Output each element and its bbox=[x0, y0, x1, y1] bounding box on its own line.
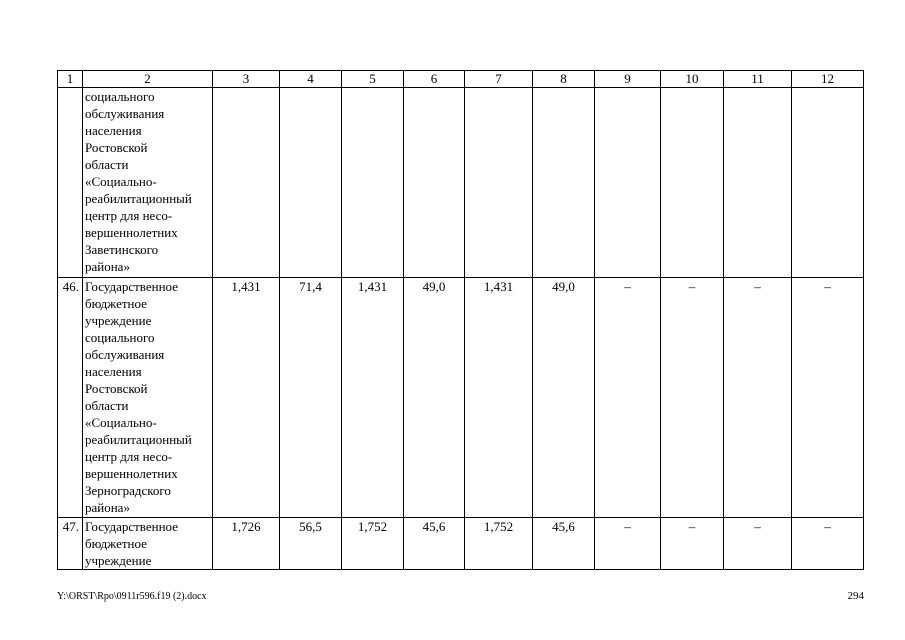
row-value bbox=[465, 88, 533, 278]
column-header: 12 bbox=[792, 71, 864, 88]
row-value: – bbox=[595, 518, 661, 570]
column-header: 9 bbox=[595, 71, 661, 88]
column-header: 6 bbox=[404, 71, 465, 88]
row-name: социального обслуживания населения Ростовской области «Социально- реабилитационный центр для несо- вершеннолетних Заветинского района» bbox=[83, 88, 213, 278]
page-number: 294 bbox=[847, 590, 864, 602]
row-value: 56,5 bbox=[280, 518, 342, 570]
row-value: – bbox=[792, 518, 864, 570]
row-value: 45,6 bbox=[404, 518, 465, 570]
row-value: – bbox=[724, 278, 792, 518]
column-header: 7 bbox=[465, 71, 533, 88]
data-table bbox=[57, 70, 864, 570]
row-value bbox=[213, 88, 280, 278]
row-value: 49,0 bbox=[533, 278, 595, 518]
row-value bbox=[792, 88, 864, 278]
row-value: 71,4 bbox=[280, 278, 342, 518]
column-header: 4 bbox=[280, 71, 342, 88]
row-value bbox=[595, 88, 661, 278]
row-value: – bbox=[661, 278, 724, 518]
row-value bbox=[533, 88, 595, 278]
row-value: 1,431 bbox=[213, 278, 280, 518]
row-name: Государственное бюджетное учреждение социального обслуживания населения Ростовской области «Социально- реабилитационный центр для несо- вершеннолетних Зерноградского района» bbox=[83, 278, 213, 518]
column-header: 10 bbox=[661, 71, 724, 88]
row-value: 45,6 bbox=[533, 518, 595, 570]
row-value bbox=[724, 88, 792, 278]
column-header: 1 bbox=[58, 71, 83, 88]
row-value bbox=[404, 88, 465, 278]
table-header-row bbox=[58, 71, 864, 88]
row-value: – bbox=[792, 278, 864, 518]
row-value: 1,752 bbox=[465, 518, 533, 570]
column-header: 5 bbox=[342, 71, 404, 88]
row-number: 46. bbox=[58, 278, 83, 518]
column-header: 8 bbox=[533, 71, 595, 88]
row-value: 1,726 bbox=[213, 518, 280, 570]
row-value bbox=[280, 88, 342, 278]
row-number bbox=[58, 88, 83, 278]
row-value: 1,752 bbox=[342, 518, 404, 570]
row-value: 49,0 bbox=[404, 278, 465, 518]
row-value: – bbox=[595, 278, 661, 518]
table-row bbox=[58, 278, 864, 518]
row-value: – bbox=[661, 518, 724, 570]
row-value: – bbox=[724, 518, 792, 570]
column-header: 2 bbox=[83, 71, 213, 88]
column-header: 3 bbox=[213, 71, 280, 88]
column-header: 11 bbox=[724, 71, 792, 88]
row-value: 1,431 bbox=[465, 278, 533, 518]
table-row bbox=[58, 518, 864, 570]
row-name: Государственное бюджетное учреждение bbox=[83, 518, 213, 570]
row-value bbox=[661, 88, 724, 278]
row-number: 47. bbox=[58, 518, 83, 570]
table-row bbox=[58, 88, 864, 278]
row-value: 1,431 bbox=[342, 278, 404, 518]
document-path: Y:\ORST\Rpo\0911r596.f19 (2).docx bbox=[57, 591, 207, 602]
row-value bbox=[342, 88, 404, 278]
